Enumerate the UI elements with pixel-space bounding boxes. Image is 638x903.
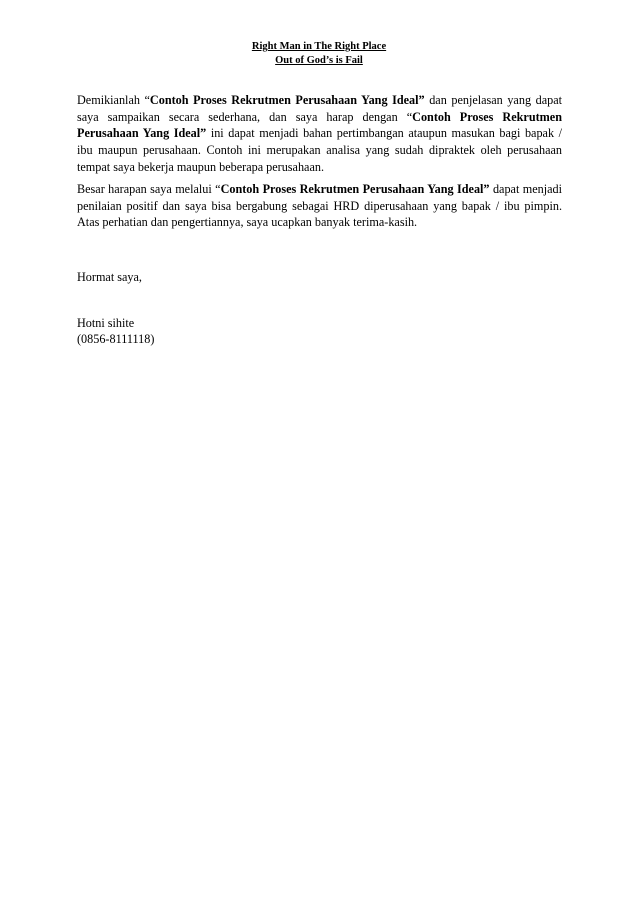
paragraph-text: Demikianlah “ <box>77 93 150 107</box>
header-title-text: Right Man in The Right Place <box>251 41 387 52</box>
signature-name: Hotni sihite <box>77 316 135 330</box>
bold-title-text: Contoh Proses Rekrutmen Perusahaan Yang Ideal” <box>220 182 490 196</box>
header-subtitle-text: Out of God’s is Fail <box>275 55 363 66</box>
header-subtitle <box>0 54 638 68</box>
paragraph-text: ini dapat menjadi bahan pertimbangan ataupun masukan bagi bapak / ibu maupun perusahaan. Contoh ini merupakan analisa yang sudah dipraktek oleh perusahaan tempat saya bekerja maupun beberapa perusahaan. <box>77 126 563 174</box>
paragraph-hope <box>77 181 562 231</box>
header-title <box>0 40 638 54</box>
paragraph-text: dan penjelasan yang dapat saya sampaikan secara sederhana, dan saya harap dengan “ <box>77 93 562 124</box>
paragraph-conclusion <box>77 92 562 176</box>
paragraph-text: dapat menjadi penilaian positif dan saya bisa bergabung sebagai HRD diperusahaan yang bapak / ibu pimpin. Atas perhatian dan pengertiannya, saya ucapkan banyak terima-kasih. <box>77 182 563 230</box>
signature-phone: (0856-8111118) <box>77 332 155 346</box>
closing-salutation: Hormat saya, <box>77 270 142 284</box>
bold-title-text: Contoh Proses Rekrutmen Perusahaan Yang Ideal” <box>77 109 562 141</box>
bold-title-text: Contoh Proses Rekrutmen Perusahaan Yang Ideal” <box>149 93 425 107</box>
paragraph-text: Besar harapan saya melalui “ <box>77 182 221 196</box>
